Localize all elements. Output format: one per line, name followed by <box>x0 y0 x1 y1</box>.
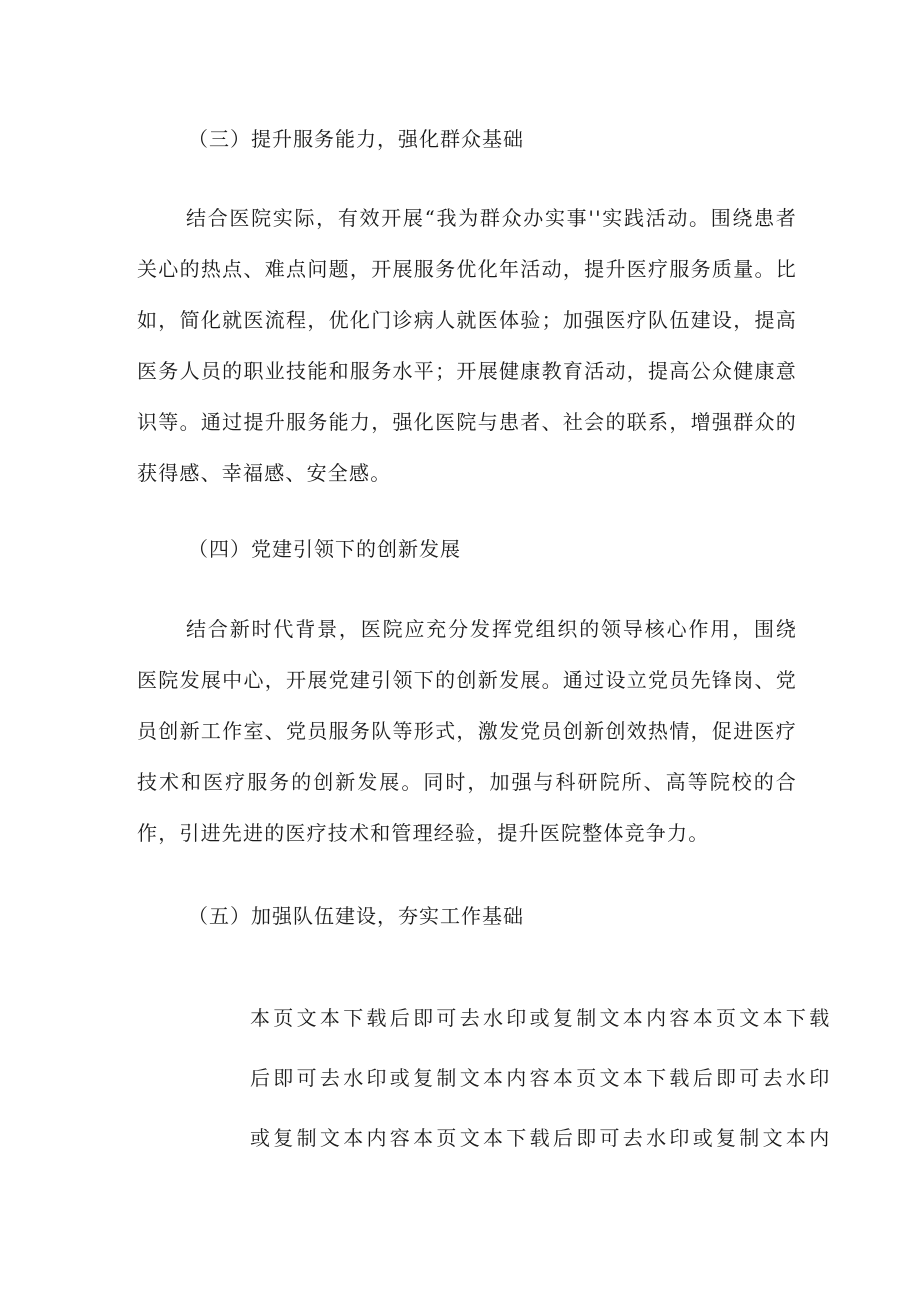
watermark-line: 后即可去水印或复制文本内容本页文本下载后即可去水印 <box>250 1066 833 1090</box>
section-body-3: 结合医院实际，有效开展“我为群众办实事''实践活动。围绕患者关心的热点、难点问题，开展服务优化年活动，提升医疗服务质量。比如，简化就医流程，优化门诊病人就医体验；加强医疗队伍建设，提高医务人员的职业技能和服务水平；开展健康教育活动，提高公众健康意识等。通过提升服务能力，强化医院与患者、社会的联系，增强群众的获得感、幸福感、安全感。 <box>137 206 797 485</box>
section-heading-3: （三）提升服务能力，强化群众基础 <box>188 127 524 151</box>
section-body-4: 结合新时代背景，医院应充分发挥党组织的领导核心作用，围绕医院发展中心，开展党建引领下的创新发展。通过设立党员先锋岗、党员创新工作室、党员服务队等形式，激发党员创新创效热情，促进医疗技术和医疗服务的创新发展。同时，加强与科研院所、高等院校的合作，引进先进的医疗技术和管理经验，提升医院整体竞争力。 <box>137 617 797 845</box>
section-heading-5: （五）加强队伍建设，夯实工作基础 <box>188 904 524 928</box>
watermark-line: 或复制文本内容本页文本下载后即可去水印或复制文本内 <box>250 1126 833 1150</box>
watermark-notice <box>250 988 833 1168</box>
watermark-line: 本页文本下载后即可去水印或复制文本内容本页文本下载 <box>250 1006 833 1030</box>
section-heading-4: （四）党建引领下的创新发展 <box>188 537 461 561</box>
